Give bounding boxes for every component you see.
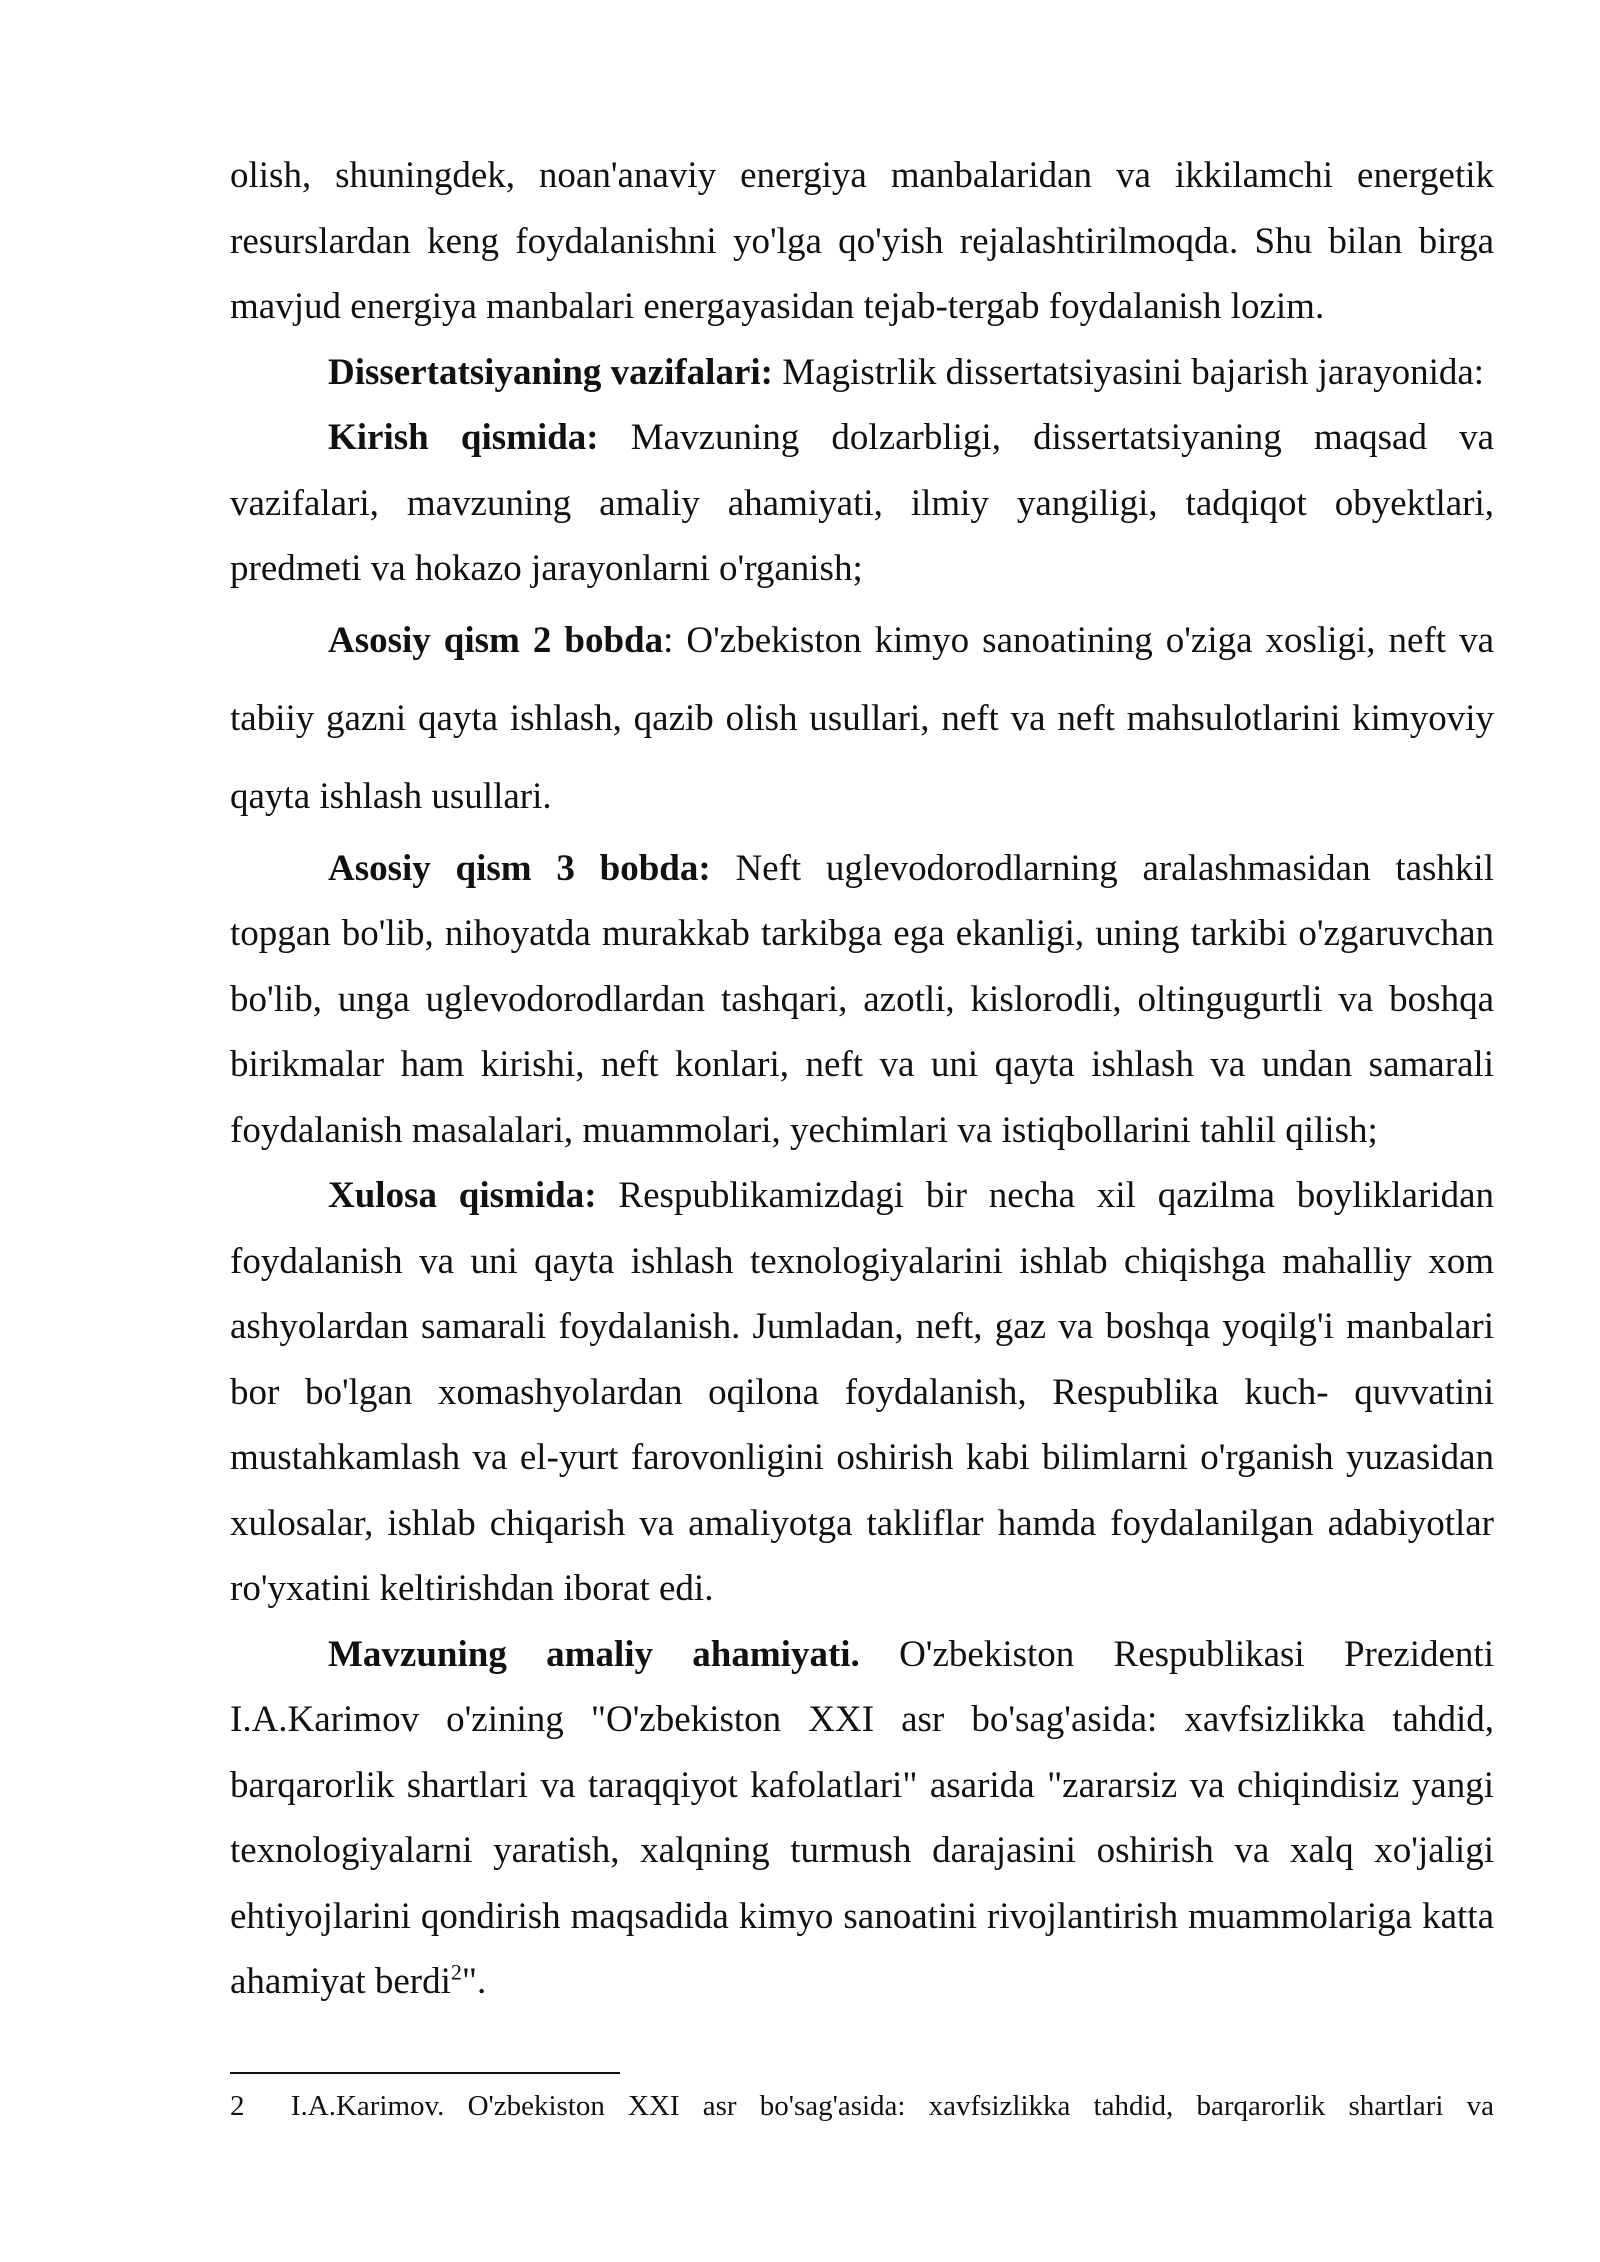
paragraph-lead: Kirish qismida: — [328, 417, 599, 458]
footnote-number: 2 — [230, 2090, 245, 2122]
footnote-reference[interactable]: 2 — [450, 1959, 462, 1985]
paragraph-text: Mavzuning dolzarbligi, dissertatsiyaning maqsad va vazifalari, mavzuning amaliy ahamiyati, ilmiy yangiligi, tadqiqot obyektlari, predmeti va hokazo jarayonlarni o'rganish; — [230, 417, 1494, 589]
paragraph-chapter-3 — [230, 836, 1494, 1164]
footnote — [230, 2085, 1494, 2127]
paragraph-text: Respublikamizdagi bir necha xil qazilma boyliklaridan foydalanish va uni qayta ishlash texnologiyalarini ishlab chiqishga mahalliy xom ashyolardan samarali foydalanish. Jumladan, neft, gaz va boshqa yoqilg'i manbalari bor bo'lgan xomashyolardan oqilona foydalanish, Respublika kuch- quvvatini mustahkamlash va el-yurt farovonligini oshirish kabi bilimlarni o'rganish yuzasidan xulosalar, ishlab chiqarish va amaliyotga takliflar hamda foydalanilgan adabiyotlar ro'yxatini keltirishdan iborat edi. — [230, 1175, 1494, 1609]
paragraph-lead: Dissertatsiyaning vazifalari: — [328, 351, 773, 393]
paragraph-lead: Xulosa qismida: — [328, 1175, 597, 1216]
paragraph-practical-significance — [230, 1622, 1494, 2015]
paragraph-text: : O'zbekiston kimyo sanoatining o'ziga xosligi, neft va tabiiy gazni qayta ishlash, qazib olish usullari, neft va neft mahsulotlarini kimyoviy qayta ishlash usullari. — [230, 619, 1494, 817]
footnote-text: I.A.Karimov. O'zbekiston XXI asr bo'sag'asida: xavfsizlikka tahdid, barqarorlik shartlari va — [290, 2090, 1495, 2122]
footnote-separator — [230, 2072, 620, 2074]
paragraph-intro — [230, 143, 1494, 340]
paragraph-text: Magistrlik dissertatsiyasini bajarish jarayonida: — [772, 351, 1485, 393]
paragraph-lead: Mavzuning amaliy ahamiyati. — [328, 1633, 860, 1675]
paragraph-text: Neft uglevodorodlarning aralashmasidan tashkil topgan bo'lib, nihoyatda murakkab tarkibga ega ekanligi, uning tarkibi o'zgaruvchan bo'lib, unga uglevodorodlardan tashqari, azotli, kislorodli, oltingugurtli va boshqa birikmalar ham kirishi, neft konlari, neft va uni qayta ishlash va undan samarali foydalanish masalalari, muammolari, yechimlari va istiqbollarini tahlil qilish; — [230, 847, 1494, 1151]
paragraph-conclusion-section — [230, 1163, 1494, 1622]
paragraph-lead: Asosiy qism 3 bobda: — [328, 847, 711, 889]
paragraph-text: O'zbekiston Respublikasi Prezidenti I.A.Karimov o'zining "O'zbekiston XXI asr bo'sag'asida: xavfsizlikka tahdid, barqarorlik shartlari va taraqqiyot kafolatlari" asarida "zararsiz va chiqindisiz yangi texnologiyalarni yaratish, xalqning turmush darajasini oshirish va xalq xo'jaligi ehtiyojlarini qondirish maqsadida kimyo sanoatini rivojlantirish muammolariga katta ahamiyat berdi — [230, 1633, 1494, 2002]
paragraph-lead: Asosiy qism 2 bobda — [328, 619, 664, 661]
paragraph-tail: ". — [461, 1961, 487, 2002]
paragraph-text: olish, shuningdek, noan'anaviy energiya manbalaridan va ikkilamchi energetik resurslardan keng foydalanishni yo'lga qo'yish rejalashtirilmoqda. Shu bilan birga mavjud energiya manbalari energayasidan tejab-tergab foydalanish lozim. — [230, 155, 1494, 327]
paragraph-chapter-2 — [230, 602, 1494, 836]
paragraph-tasks — [230, 340, 1494, 406]
paragraph-introduction-section — [230, 405, 1494, 602]
body-text — [230, 143, 1494, 2015]
